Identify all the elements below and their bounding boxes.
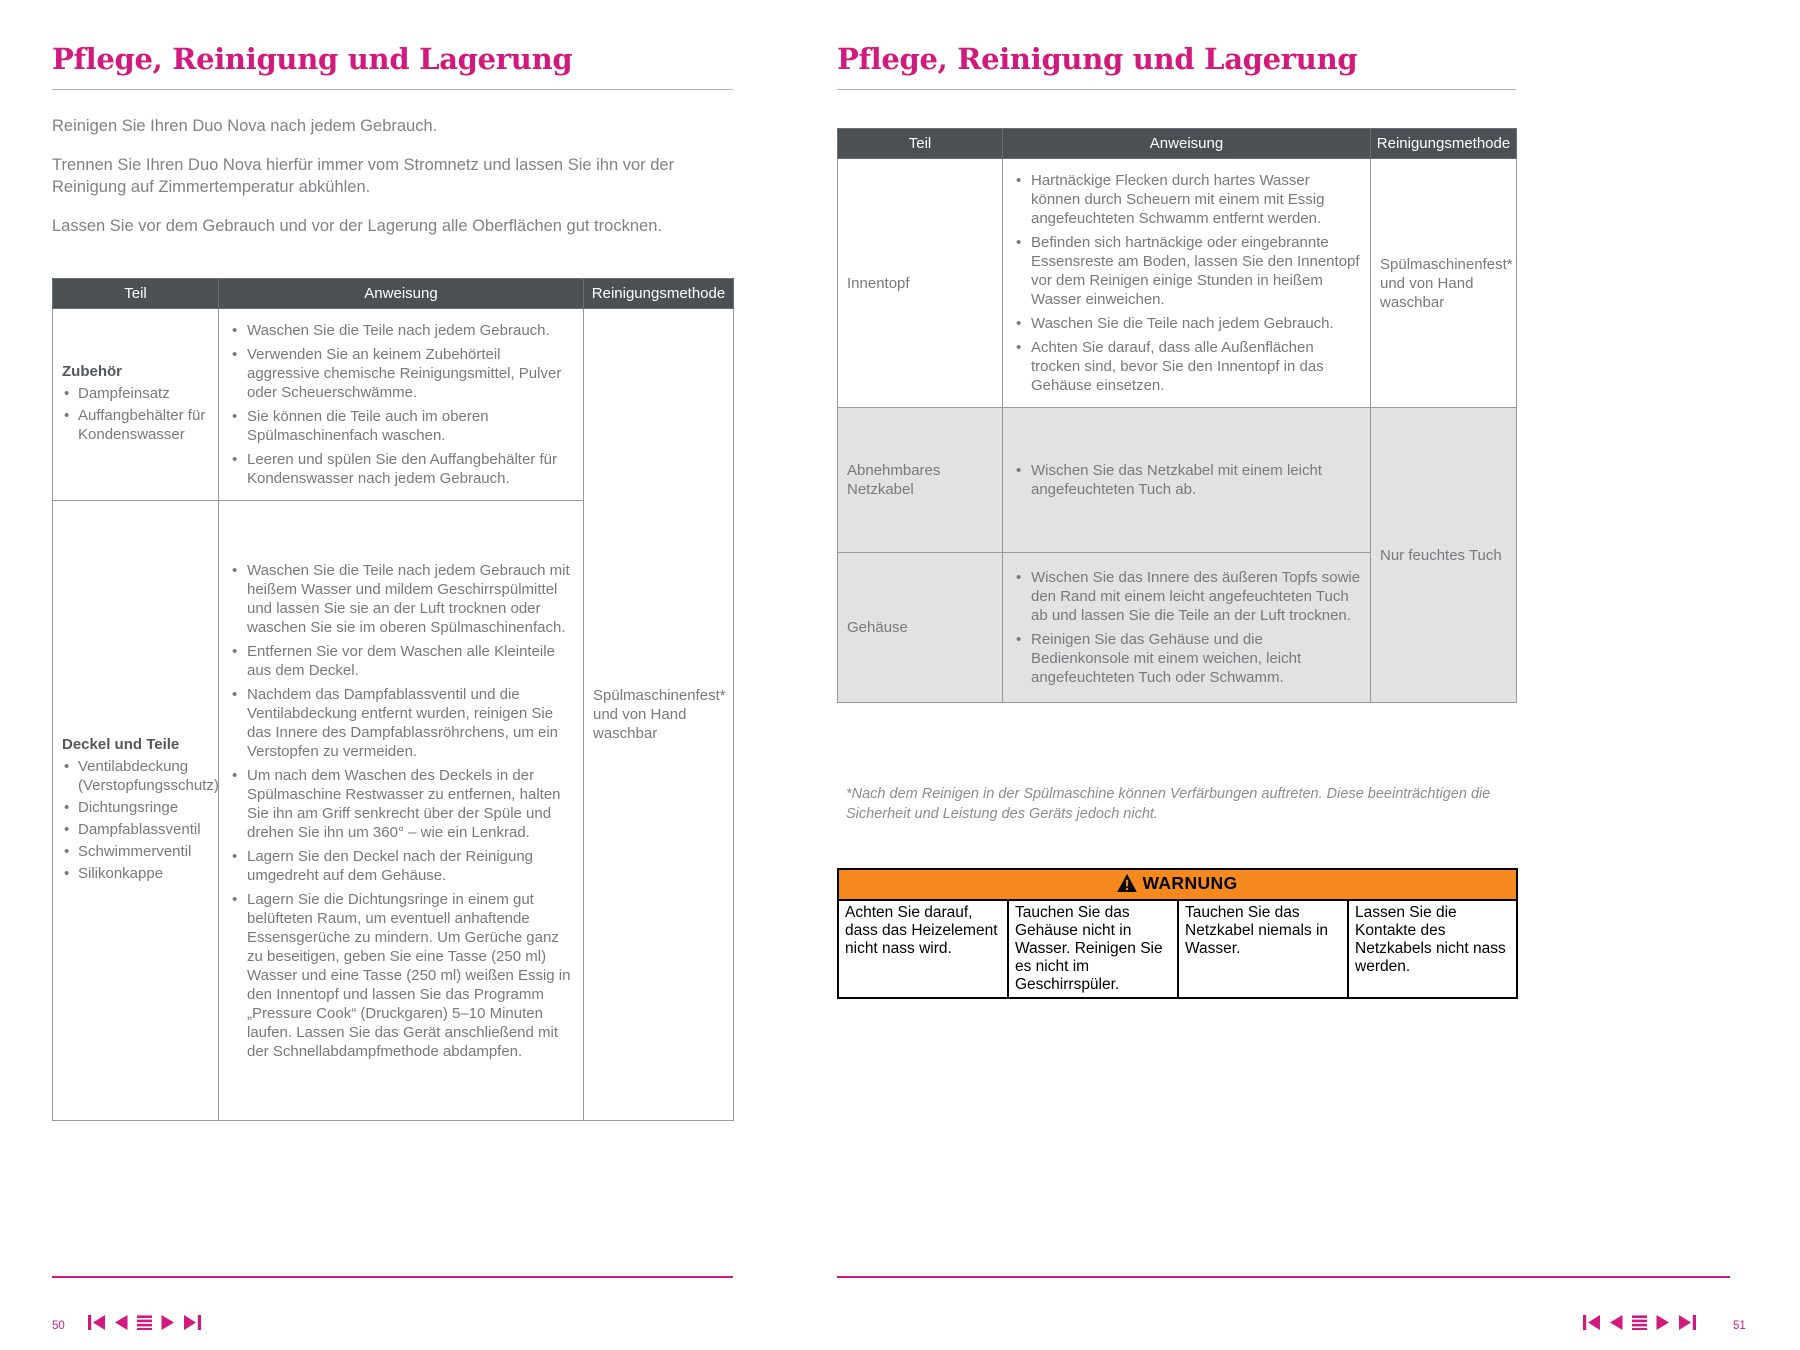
table-row — [838, 159, 1517, 408]
first-page-icon[interactable] — [88, 1315, 106, 1330]
warning-header — [838, 869, 1517, 900]
part-item-list — [62, 757, 219, 883]
left-page — [52, 0, 733, 1350]
instruction-item: • Verwenden Sie an keinem Zubehörteil aggressive chemische Reinigungsmittel, Pulver oder Scheuerschwämme. — [228, 345, 574, 402]
instruction-item: • Waschen Sie die Teile nach jedem Gebrauch. — [228, 321, 574, 340]
instruction-cell — [1003, 408, 1371, 553]
instruction-list — [228, 321, 574, 488]
instruction-item: • Lagern Sie die Dichtungsringe in einem gut belüfteten Raum, um eventuell anhaftende Essensgerüche zu mindern. Um Gerüche ganz zu beseitigen, geben Sie eine Tasse (250 ml) Wasser und eine Tasse (250 ml) weißen Essig in den Innentopf und lassen Sie das Programm „Pressure Cook“ (Druckgaren) 5–10 Minuten laufen. Lassen Sie das Gerät anschließend mit der Schnellabdampfmethode abdampfen. — [228, 890, 574, 1061]
part-item: • Schwimmerventil — [62, 842, 209, 861]
last-page-icon[interactable] — [183, 1315, 201, 1330]
title-divider — [52, 89, 733, 90]
title-divider — [837, 89, 1516, 90]
care-table-left — [52, 278, 734, 1121]
instruction-item: • Lagern Sie den Deckel nach der Reinigung umgedreht auf dem Gehäuse. — [228, 847, 574, 885]
column-header-reinigungsmethode: Reinigungsmethode — [1371, 129, 1517, 159]
warning-title: WARNUNG — [1142, 873, 1238, 893]
instruction-item: • Achten Sie darauf, dass alle Außenflächen trocken sind, bevor Sie den Innentopf in das Gehäuse einsetzen. — [1012, 338, 1361, 395]
dishwasher-footnote: *Nach dem Reinigen in der Spülmaschine können Verfärbungen auftreten. Diese beeinträchtigen die Sicherheit und Leistung des Geräts jedoch nicht. — [846, 786, 1491, 822]
column-header-teil: Teil — [838, 129, 1003, 159]
instruction-cell — [219, 309, 584, 501]
table-row — [838, 408, 1517, 553]
part-item: • Auffangbehälter für Kondenswasser — [62, 406, 209, 444]
cleaning-method-cell: Spülmaschinenfest* und von Hand waschbar — [1371, 159, 1517, 408]
intro-paragraph: Trennen Sie Ihren Duo Nova hierfür immer vom Stromnetz und lassen Sie ihn vor der Reinigung auf Zimmertemperatur abkühlen. — [52, 156, 675, 196]
next-page-icon[interactable] — [161, 1315, 174, 1330]
column-header-reinigungsmethode: Reinigungsmethode — [584, 279, 734, 309]
instruction-cell — [1003, 553, 1371, 703]
instruction-item: • Reinigen Sie das Gehäuse und die Bedienkonsole mit einem weichen, leicht angefeuchteten Tuch oder Schwamm. — [1012, 630, 1361, 687]
instruction-cell — [1003, 159, 1371, 408]
instruction-item: • Um nach dem Waschen des Deckels in der Spülmaschine Restwasser zu entfernen, halten Sie ihn am Griff senkrecht über der Spüle und drehen Sie ihn um 360° – wie ein Lenkrad. — [228, 766, 574, 842]
column-header-anweisung: Anweisung — [1003, 129, 1371, 159]
instruction-item: • Waschen Sie die Teile nach jedem Gebrauch mit heißem Wasser und mildem Geschirrspülmittel und lassen Sie sie an der Luft trocknen oder waschen Sie sie im oberen Spülmaschinenfach. — [228, 561, 574, 637]
part-title: Abnehmbares Netzkabel — [847, 462, 941, 498]
part-title: Gehäuse — [847, 619, 908, 636]
page-title: Pflege, Reinigung und Lagerung — [837, 42, 1358, 76]
part-item: • Dampfeinsatz — [62, 384, 209, 403]
cleaning-method-cell: Spülmaschinenfest* und von Hand waschbar — [584, 309, 734, 1121]
warning-triangle-icon — [1117, 874, 1137, 895]
instruction-item: • Sie können die Teile auch im oberen Spülmaschinenfach waschen. — [228, 407, 574, 445]
instruction-item: • Waschen Sie die Teile nach jedem Gebrauch. — [1012, 314, 1361, 333]
next-page-icon[interactable] — [1656, 1315, 1669, 1330]
warning-body-row — [838, 900, 1517, 998]
table-header-row — [838, 129, 1517, 159]
instruction-list — [228, 561, 574, 1061]
page-navigation-right — [1583, 1315, 1696, 1330]
part-item: • Dampfablassventil — [62, 820, 209, 839]
warning-table — [837, 868, 1518, 999]
instruction-item: • Nachdem das Dampfablassventil und die Ventilabdeckung entfernt wurden, reinigen Sie das Innere des Dampfablassröhrchens, um ein Verstopfen zu vermeiden. — [228, 685, 574, 761]
instruction-item: • Entfernen Sie vor dem Waschen alle Kleinteile aus dem Deckel. — [228, 642, 574, 680]
warning-cell: Lassen Sie die Kontakte des Netzkabels nicht nass werden. — [1348, 900, 1517, 998]
table-header-row — [53, 279, 734, 309]
part-title: Deckel und Teile — [62, 736, 180, 753]
right-page — [837, 0, 1730, 1350]
column-header-teil: Teil — [53, 279, 219, 309]
warning-cell: Tauchen Sie das Gehäuse nicht in Wasser. Reinigen Sie es nicht im Geschirrspüler. — [1008, 900, 1178, 998]
table-of-contents-icon[interactable] — [137, 1315, 152, 1330]
part-item: • Silikonkappe — [62, 864, 209, 883]
instruction-item: • Hartnäckige Flecken durch hartes Wasser können durch Scheuern mit einem mit Essig angefeuchteten Schwamm entfernt werden. — [1012, 171, 1361, 228]
part-item: • Dichtungsringe — [62, 798, 209, 817]
column-header-anweisung: Anweisung — [219, 279, 584, 309]
first-page-icon[interactable] — [1583, 1315, 1601, 1330]
page-title: Pflege, Reinigung und Lagerung — [52, 42, 573, 76]
instruction-item: • Befinden sich hartnäckige oder eingebrannte Essensreste am Boden, lassen Sie den Innentopf vor dem Reinigen einige Stunden in heißem Wasser einweichen. — [1012, 233, 1361, 309]
previous-page-icon[interactable] — [1610, 1315, 1623, 1330]
intro-paragraphs — [52, 115, 722, 254]
intro-paragraph: Lassen Sie vor dem Gebrauch und vor der Lagerung alle Oberflächen gut trocknen. — [52, 217, 662, 235]
warning-cell: Achten Sie darauf, dass das Heizelement nicht nass wird. — [838, 900, 1008, 998]
warning-box — [837, 868, 1516, 999]
care-table-right — [837, 128, 1517, 703]
intro-paragraph: Reinigen Sie Ihren Duo Nova nach jedem Gebrauch. — [52, 117, 438, 135]
part-title: Innentopf — [847, 274, 910, 292]
instruction-item: • Wischen Sie das Innere des äußeren Topfs sowie den Rand mit einem leicht angefeuchteten Tuch ab und lassen Sie die Teile an der Luft trocknen. — [1012, 568, 1361, 625]
instruction-list — [1012, 461, 1361, 499]
previous-page-icon[interactable] — [115, 1315, 128, 1330]
part-cell — [53, 309, 219, 501]
footer-divider-right — [837, 1276, 1730, 1278]
footer-divider-left — [52, 1276, 733, 1278]
part-title: Zubehör — [62, 363, 122, 380]
part-cell — [838, 553, 1003, 703]
part-cell — [838, 408, 1003, 553]
instruction-cell — [219, 501, 584, 1121]
instruction-item: • Leeren und spülen Sie den Auffangbehälter für Kondenswasser nach jedem Gebrauch. — [228, 450, 574, 488]
cleaning-method-cell: Nur feuchtes Tuch — [1371, 408, 1517, 703]
table-of-contents-icon[interactable] — [1632, 1315, 1647, 1330]
page-number-right: 51 — [1733, 1320, 1746, 1332]
last-page-icon[interactable] — [1678, 1315, 1696, 1330]
warning-header-row — [838, 869, 1517, 900]
instruction-item: • Wischen Sie das Netzkabel mit einem leicht angefeuchteten Tuch ab. — [1012, 461, 1361, 499]
part-cell — [838, 159, 1003, 408]
instruction-list — [1012, 171, 1361, 395]
part-item: • Ventilabdeckung (Verstopfungsschutz) — [62, 757, 209, 795]
table-row — [53, 309, 734, 501]
page-navigation-left — [88, 1315, 201, 1330]
part-cell — [53, 501, 219, 1121]
page-number-left: 50 — [52, 1320, 65, 1332]
part-item-list — [62, 384, 209, 444]
instruction-list — [1012, 568, 1361, 687]
warning-cell: Tauchen Sie das Netzkabel niemals in Wasser. — [1178, 900, 1348, 998]
